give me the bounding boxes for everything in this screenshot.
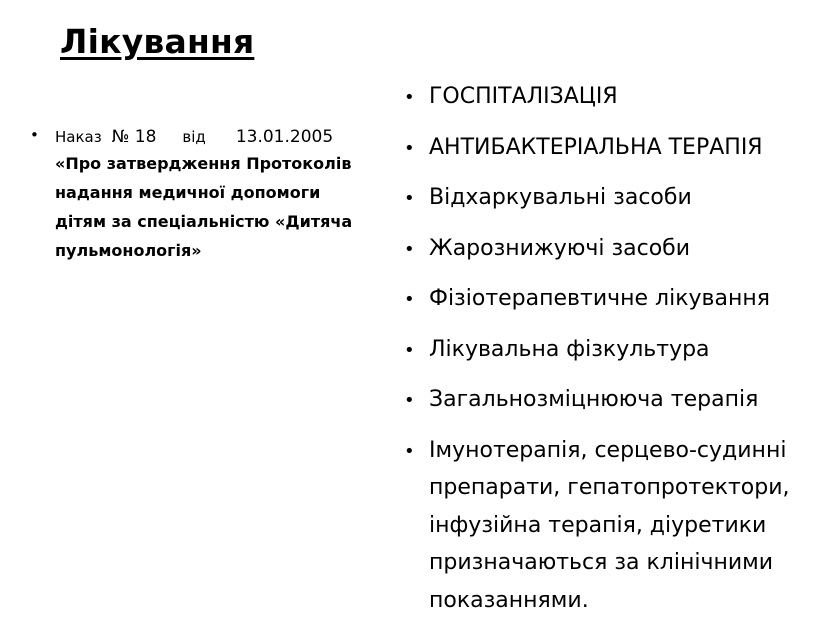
bullet-icon: •: [404, 87, 415, 108]
treatment-item-tonic-therapy: [404, 381, 824, 419]
treatment-item-expectorants: [404, 179, 824, 217]
treatment-item-label: ГОСПІТАЛІЗАЦІЯ: [429, 84, 618, 109]
bullet-icon: •: [404, 390, 415, 411]
treatment-list: [404, 78, 824, 632]
bullet-icon: •: [30, 126, 39, 144]
order-word: Наказ: [55, 128, 102, 146]
treatment-item-label: Лікувальна фізкультура: [429, 336, 710, 362]
order-number: № 18: [111, 127, 157, 147]
treatment-item-hospitalization: [404, 78, 824, 116]
bullet-icon: •: [404, 188, 415, 209]
order-from: від: [182, 128, 206, 146]
order-reference: [55, 124, 375, 150]
treatment-item-antibacterial: [404, 129, 824, 167]
treatment-item-label: АНТИБАКТЕРІАЛЬНА ТЕРАПІЯ: [429, 134, 763, 160]
order-list-item: [30, 124, 375, 265]
order-date: 13.01.2005: [235, 127, 334, 147]
treatment-item-label: Загальнозміцнююча терапія: [429, 387, 759, 412]
treatment-item-exercise-therapy: [404, 331, 824, 369]
order-title: «Про затвердження Протоколів надання медичної допомоги дітям за спеціальністю «Дитяча пульмонологія»: [55, 154, 353, 260]
bullet-icon: •: [404, 440, 415, 462]
bullet-icon: •: [404, 289, 415, 310]
bullet-icon: •: [404, 238, 415, 260]
treatment-item-other-therapies: [404, 432, 824, 620]
treatment-item-label: Жарознижуючі засоби: [429, 235, 691, 261]
treatment-item-physiotherapy: [404, 280, 824, 318]
bullet-icon: •: [404, 339, 415, 361]
bullet-icon: •: [404, 137, 415, 159]
treatment-item-label: Відхаркувальні засоби: [429, 185, 692, 210]
treatment-item-label: Фізіотерапевтичне лікування: [429, 286, 770, 311]
left-column: [30, 124, 375, 265]
slide-title: Лікування: [60, 22, 255, 61]
treatment-item-label: Імунотерапія, серцево-судинні препарати, гепатопротектори, інфузійна терапія, діуретики призначаються за клінічними показаннями.: [429, 437, 790, 613]
treatment-item-antipyretics: [404, 230, 824, 268]
